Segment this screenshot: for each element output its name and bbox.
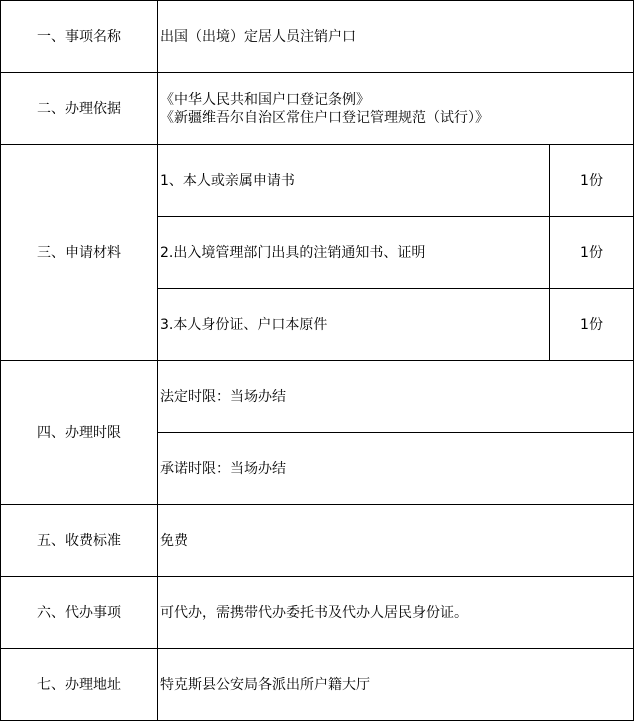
item-name-value: 出国（出境）定居人员注销户口 <box>158 1 634 73</box>
materials-label: 三、申请材料 <box>1 145 158 361</box>
proxy-label: 六、代办事项 <box>1 577 158 649</box>
proxy-value: 可代办，需携带代办委托书及代办人居民身份证。 <box>158 577 634 649</box>
material-text: 1、本人或亲属申请书 <box>158 145 550 217</box>
row-fee <box>1 505 634 577</box>
material-count: 1份 <box>550 217 634 289</box>
row-time-limit <box>1 361 634 433</box>
promised-time-limit: 承诺时限：当场办结 <box>158 433 634 505</box>
row-proxy <box>1 577 634 649</box>
basis-line: 《新疆维吾尔自治区常住户口登记管理规范（试行）》 <box>160 109 489 126</box>
basis-value <box>158 73 634 145</box>
fee-value: 免费 <box>158 505 634 577</box>
material-text: 2.出入境管理部门出具的注销通知书、证明 <box>158 217 550 289</box>
basis-line: 《中华人民共和国户口登记条例》 <box>160 91 370 108</box>
material-count: 1份 <box>550 145 634 217</box>
address-label: 七、办理地址 <box>1 649 158 721</box>
row-basis <box>1 73 634 145</box>
time-limit-label: 四、办理时限 <box>1 361 158 505</box>
row-item-name <box>1 1 634 73</box>
fee-label: 五、收费标准 <box>1 505 158 577</box>
address-value: 特克斯县公安局各派出所户籍大厅 <box>158 649 634 721</box>
material-count: 1份 <box>550 289 634 361</box>
basis-label: 二、办理依据 <box>1 73 158 145</box>
item-name-label: 一、事项名称 <box>1 1 158 73</box>
material-row <box>1 145 634 217</box>
material-text: 3.本人身份证、户口本原件 <box>158 289 550 361</box>
row-address <box>1 649 634 721</box>
legal-time-limit: 法定时限：当场办结 <box>158 361 634 433</box>
